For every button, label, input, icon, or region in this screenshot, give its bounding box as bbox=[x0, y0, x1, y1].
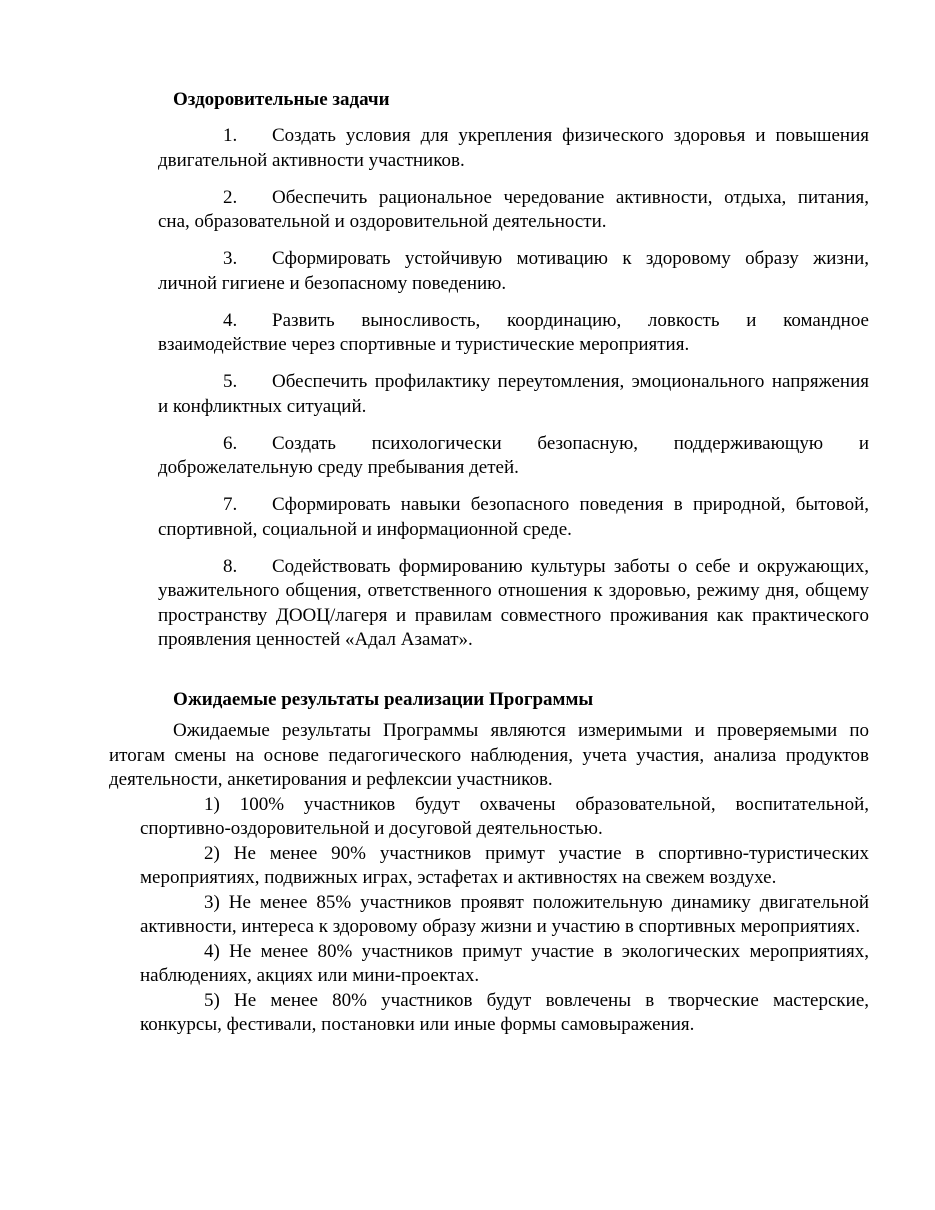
list-item bbox=[158, 247, 869, 296]
item-text: Сформировать устойчивую мотивацию к здоровому образу жизни, личной гигиене и безопасному поведению. bbox=[158, 248, 869, 294]
item-text: Обеспечить рациональное чередование активности, отдыха, питания, сна, образовательной и оздоровительной деятельности. bbox=[158, 186, 869, 232]
item-number: 5. bbox=[223, 371, 238, 392]
health-tasks-heading: Оздоровительные задачи bbox=[173, 89, 390, 110]
list-item bbox=[158, 309, 869, 358]
item-text: Создать психологически безопасную, поддерживающую и доброжелательную среду пребывания детей. bbox=[158, 432, 869, 478]
item-number: 3. bbox=[223, 248, 238, 269]
item-number: 6. bbox=[223, 432, 238, 454]
result-item: 4) Не менее 80% участников примут участие в экологических мероприятиях, наблюдениях, акциях или мини-проектах. bbox=[140, 940, 869, 986]
item-number: 4. bbox=[223, 309, 238, 331]
item-number: 2. bbox=[223, 186, 238, 208]
item-text: Сформировать навыки безопасного поведения в природной, бытовой, спортивной, социальной и информационной среде. bbox=[158, 494, 869, 540]
item-text: Содействовать формированию культуры заботы о себе и окружающих, уважительного общения, ответственного отношения к здоровью, режиму дня, общему пространству ДООЦ/лагеря и правилам совместного проживания как практического проявления ценностей «Адал Азамат». bbox=[158, 555, 869, 650]
result-item: 1) 100% участников будут охвачены образовательной, воспитательной, спортивно-оздоровительной и досуговой деятельностью. bbox=[140, 793, 869, 839]
expected-results-section bbox=[109, 719, 869, 1038]
list-item bbox=[158, 555, 869, 653]
list-item bbox=[158, 370, 869, 419]
list-item bbox=[158, 432, 869, 481]
list-item bbox=[158, 124, 869, 173]
item-number: 8. bbox=[223, 555, 238, 577]
item-text: Развить выносливость, координацию, ловкость и командное взаимодействие через спортивные и туристические мероприятия. bbox=[158, 309, 869, 355]
results-intro-paragraph: Ожидаемые результаты Программы являются измеримыми и проверяемыми по итогам смены на основе педагогического наблюдения, учета участия, анализа продуктов деятельности, анкетирования и рефлексии участников. bbox=[109, 720, 869, 790]
expected-results-heading: Ожидаемые результаты реализации Программы bbox=[173, 689, 594, 710]
item-text: Создать условия для укрепления физического здоровья и повышения двигательной активности участников. bbox=[158, 125, 869, 171]
results-list bbox=[140, 793, 869, 1038]
list-item bbox=[158, 186, 869, 235]
result-item: 3) Не менее 85% участников проявят положительную динамику двигательной активности, интереса к здоровому образу жизни и участию в спортивных мероприятиях. bbox=[140, 891, 869, 937]
health-tasks-list bbox=[158, 124, 869, 665]
item-text: Обеспечить профилактику переутомления, эмоционального напряжения и конфликтных ситуаций. bbox=[158, 371, 869, 417]
list-item bbox=[158, 493, 869, 542]
item-number: 1. bbox=[223, 125, 238, 146]
result-item: 2) Не менее 90% участников примут участие в спортивно-туристических мероприятиях, подвижных играх, эстафетах и активностях на свежем воздухе. bbox=[140, 842, 869, 888]
item-number: 7. bbox=[223, 494, 238, 515]
result-item: 5) Не менее 80% участников будут вовлечены в творческие мастерские, конкурсы, фестивали, постановки или иные формы самовыражения. bbox=[140, 989, 869, 1035]
